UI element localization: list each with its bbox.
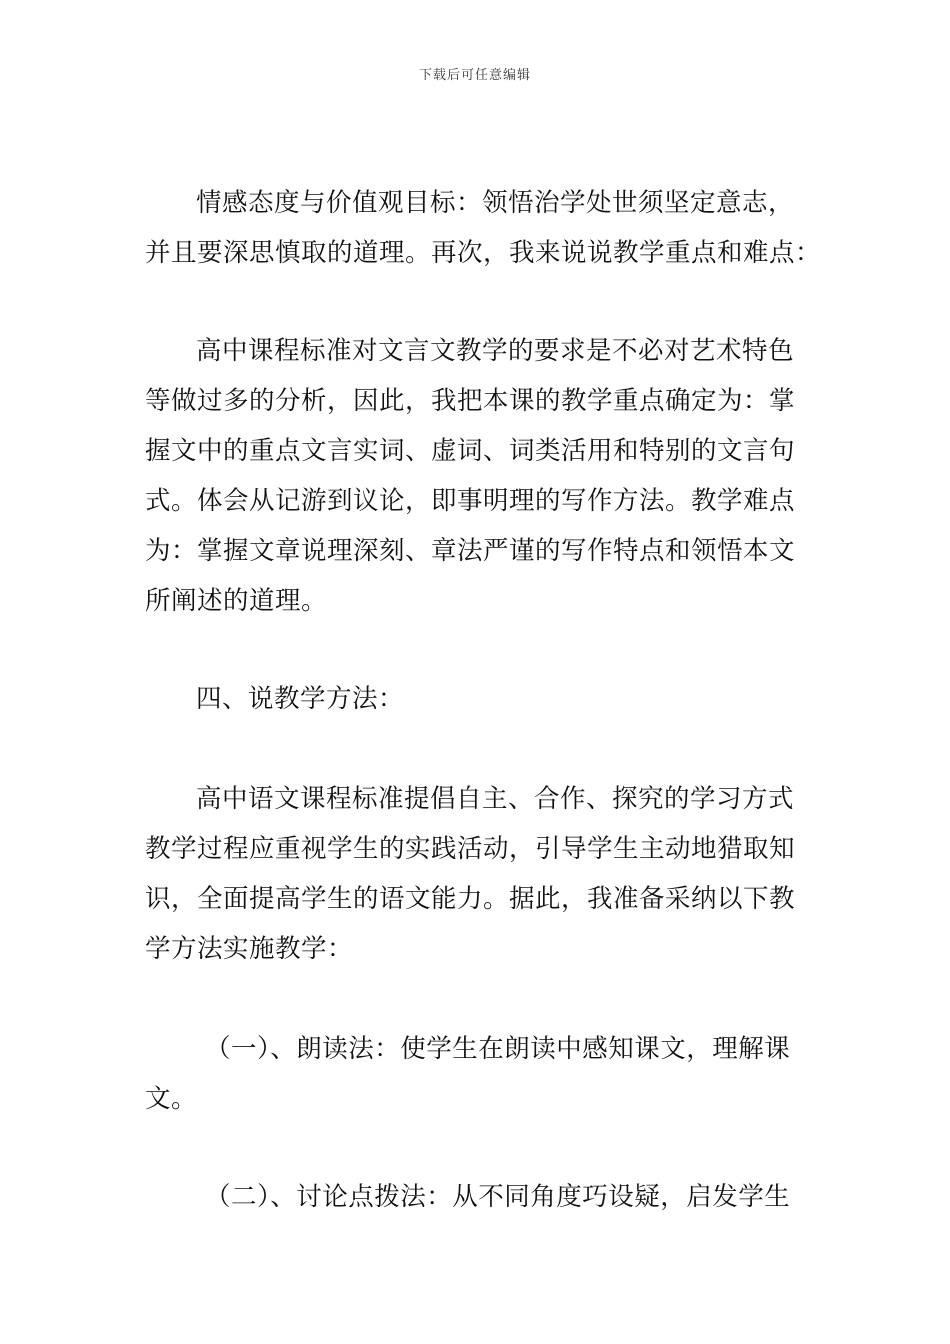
- paragraph-4-line-3: 识，全面提高学生的语文能力。据此，我准备采纳以下教: [145, 884, 796, 914]
- paragraph-2-line-5: 为：掌握文章说理深刻、章法严谨的写作特点和领悟本文: [145, 536, 796, 566]
- paragraph-2-line-3: 握文中的重点文言实词、虚词、词类活用和特别的文言句: [145, 436, 796, 466]
- section-heading-teaching-methods: 四、说教学方法：: [196, 684, 405, 714]
- paragraph-4-line-2: 教学过程应重视学生的实践活动，引导学生主动地猎取知: [145, 834, 796, 864]
- paragraph-4-line-4: 学方法实施教学：: [145, 934, 354, 964]
- paragraph-2-line-6: 所阐述的道理。: [145, 586, 328, 616]
- paragraph-2-line-4: 式。体会从记游到议论，即事明理的写作方法。教学难点: [145, 486, 796, 516]
- paragraph-1-line-2: 并且要深思慎取的道理。再次，我来说说教学重点和难点：: [145, 238, 822, 268]
- paragraph-1-line-1: 情感态度与价值观目标：领悟治学处世须坚定意志，: [196, 188, 795, 218]
- paragraph-2-line-1: 高中课程标准对文言文教学的要求是不必对艺术特色: [196, 336, 795, 366]
- paragraph-5-line-1: （一）、朗读法：使学生在朗读中感知课文，理解课: [205, 1034, 791, 1064]
- paragraph-5-line-2: 文。: [145, 1084, 198, 1114]
- paragraph-6-line-1: （二）、讨论点拨法：从不同角度巧设疑，启发学生: [205, 1182, 791, 1212]
- paragraph-2-line-2: 等做过多的分析，因此，我把本课的教学重点确定为：掌: [145, 386, 796, 416]
- paragraph-4-line-1: 高中语文课程标准提倡自主、合作、探究的学习方式: [196, 784, 795, 814]
- page-header: 下载后可任意编辑: [418, 68, 531, 83]
